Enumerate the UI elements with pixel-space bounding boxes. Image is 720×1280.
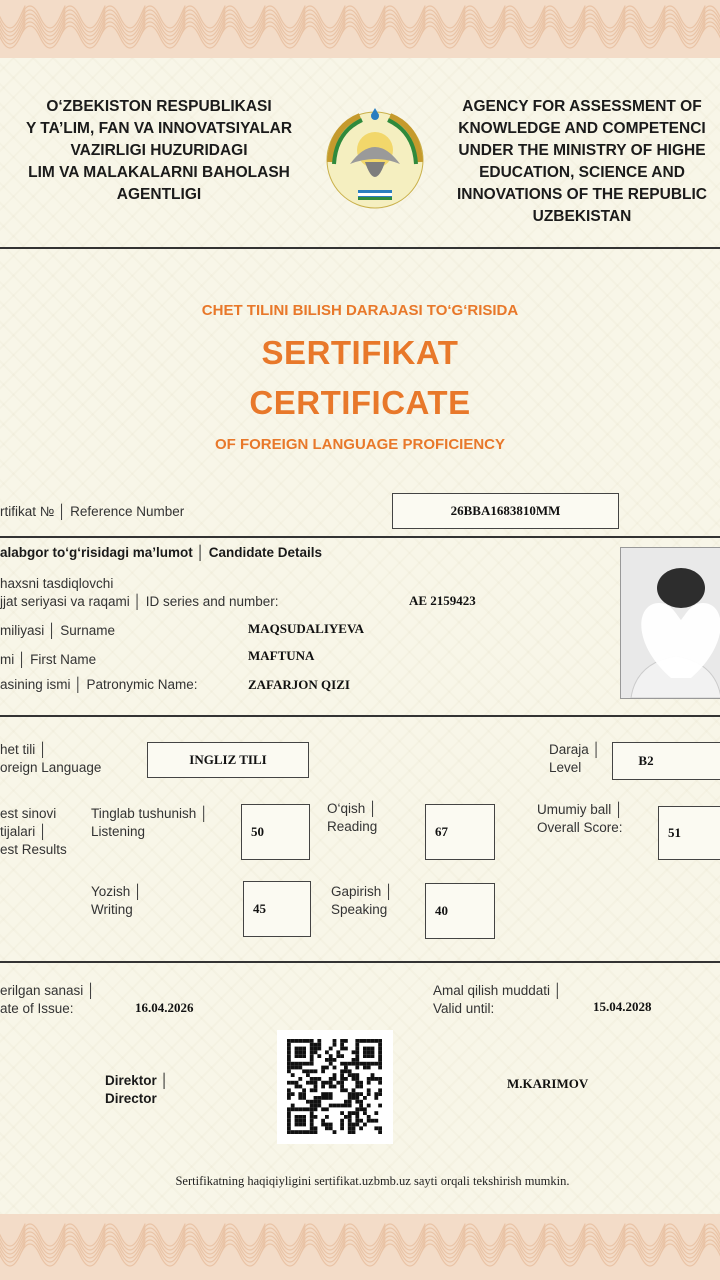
- header-divider: [0, 247, 720, 249]
- writing-label-line2: Writing: [91, 902, 133, 917]
- verification-note: Sertifikatning haqiqiyligini sertifikat.uzbmb.uz sayti orqali tekshirish mumkin.: [175, 1174, 570, 1188]
- writing-label-line1: Yozish │: [91, 884, 143, 899]
- header-right-en: AGENCY FOR ASSESSMENT OF KNOWLEDGE AND COMPETENCI UNDER THE MINISTRY OF HIGHE EDUCATION, SCIENCE AND INNOVATIONS OF THE REPUBLIC UZBEKISTAN: [456, 98, 707, 225]
- patronymic-label: asining ismi │ Patronymic Name:: [0, 677, 198, 692]
- candidate-photo: [620, 547, 720, 699]
- top-decorative-band: [0, 0, 720, 58]
- speaking-score: 40: [435, 903, 448, 918]
- results-divider: [0, 961, 720, 963]
- issue-date-label-line2: ate of Issue:: [0, 1001, 74, 1016]
- patronymic-value: ZAFARJON QIZI: [248, 677, 350, 692]
- level-label-line1: Daraja │: [549, 742, 601, 757]
- title-certificate: CERTIFICATE: [249, 384, 471, 421]
- reading-label-line1: O‘qish │: [327, 801, 378, 816]
- speaking-label-line2: Speaking: [331, 902, 388, 917]
- title-subtitle-bottom: OF FOREIGN LANGUAGE PROFICIENCY: [214, 436, 505, 453]
- candidate-divider: [0, 715, 720, 717]
- writing-score-box: [243, 881, 311, 937]
- id-label-line1: haxsni tasdiqlovchi: [0, 576, 114, 591]
- level-value: B2: [638, 753, 654, 768]
- reference-number-value: 26BBA1683810MM: [450, 503, 561, 518]
- bottom-decorative-band: [0, 1214, 720, 1280]
- results-label-line1: est sinovi: [0, 806, 57, 821]
- surname-value: MAQSUDALIYEVA: [248, 621, 365, 636]
- overall-label-line1: Umumiy ball │: [537, 802, 624, 817]
- reading-score: 67: [435, 824, 448, 839]
- results-label-line3: est Results: [0, 842, 67, 857]
- valid-until-value: 15.04.2028: [593, 999, 652, 1014]
- language-label-line1: het tili │: [0, 742, 48, 757]
- first-name-label: mi │ First Name: [0, 652, 97, 667]
- id-value: AE 2159423: [409, 593, 476, 608]
- speaking-score-box: [425, 883, 495, 939]
- listening-label-line2: Listening: [91, 824, 146, 839]
- language-label-line2: oreign Language: [0, 760, 102, 775]
- valid-until-label-line1: Amal qilish muddati │: [433, 983, 563, 998]
- director-label-line1: Direktor │: [105, 1073, 169, 1088]
- issue-date-label-line1: erilgan sanasi │: [0, 983, 96, 998]
- director-label-line2: Director: [105, 1091, 157, 1106]
- listening-score: 50: [251, 824, 264, 839]
- reading-label-line2: Reading: [327, 819, 378, 834]
- level-box: [612, 742, 720, 780]
- listening-score-box: [241, 804, 310, 860]
- reading-score-box: [425, 804, 495, 860]
- results-label-line2: tijalari │: [0, 824, 48, 839]
- reference-number-box: [392, 493, 619, 529]
- writing-score: 45: [253, 901, 266, 916]
- first-name-value: MAFTUNA: [248, 648, 315, 663]
- candidate-section-label: alabgor to‘g‘risidagi ma’lumot │ Candidate Details: [0, 545, 322, 560]
- title-sertifikat: SERTIFIKAT: [261, 334, 459, 371]
- overall-score-box: [658, 806, 720, 860]
- director-name: M.KARIMOV: [507, 1076, 589, 1091]
- issue-date-value: 16.04.2026: [135, 1000, 194, 1015]
- language-box: [147, 742, 309, 778]
- qr-code[interactable]: [277, 1030, 393, 1144]
- reference-divider: [0, 536, 720, 538]
- header-left-uz: O‘ZBEKISTON RESPUBLIKASI Y TA’LIM, FAN VA INNOVATSIYALAR VAZIRLIGI HUZURIDAGI LIM VA MALAKALARNI BAHOLASH AGENTLIGI: [25, 98, 293, 203]
- overall-score: 51: [668, 825, 681, 840]
- uzbekistan-emblem-icon: [320, 102, 430, 212]
- speaking-label-line1: Gapirish │: [331, 884, 394, 899]
- listening-label-line1: Tinglab tushunish │: [91, 806, 209, 821]
- reference-label: rtifikat № │ Reference Number: [0, 504, 185, 519]
- id-label-line2: jjat seriyasi va raqami │ ID series and number:: [0, 594, 279, 609]
- overall-label-line2: Overall Score:: [537, 820, 623, 835]
- title-subtitle-top: CHET TILINI BILISH DARAJASI TO‘G‘RISIDA: [201, 302, 519, 319]
- valid-until-label-line2: Valid until:: [433, 1001, 495, 1016]
- language-value: INGLIZ TILI: [189, 752, 267, 767]
- surname-label: miliyasi │ Surname: [0, 623, 115, 638]
- level-label-line2: Level: [549, 760, 582, 775]
